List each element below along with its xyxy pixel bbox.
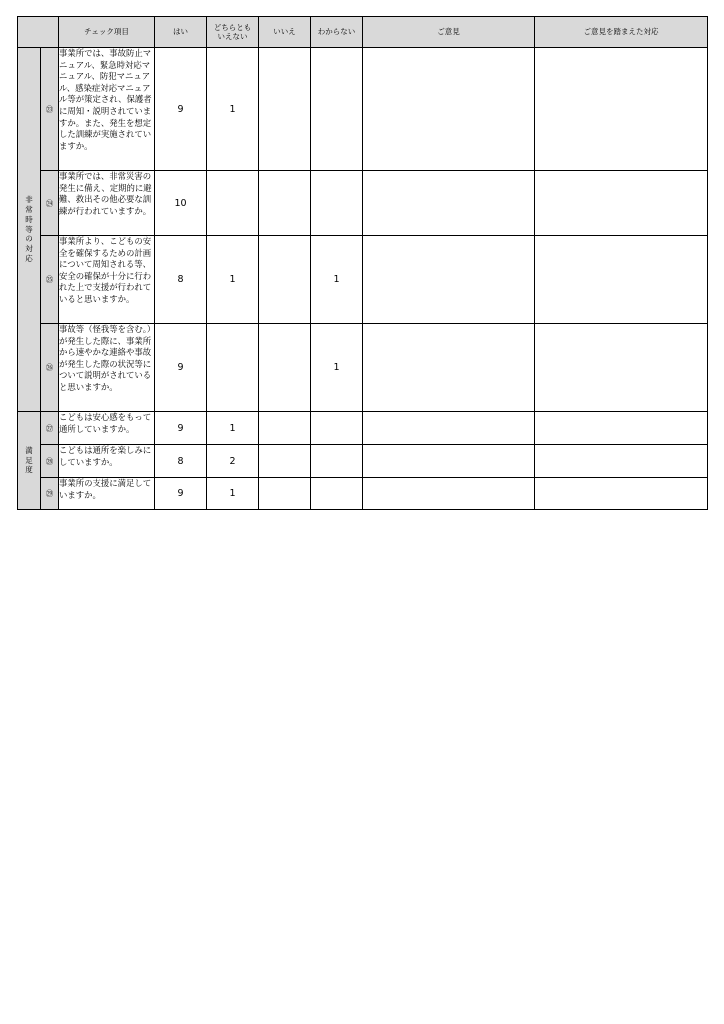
unknown-count	[311, 445, 363, 478]
response-cell	[535, 478, 708, 510]
opinion-cell	[363, 478, 535, 510]
row-number: ㉙	[41, 478, 59, 510]
header-yes: はい	[155, 17, 207, 48]
neither-count	[207, 171, 259, 236]
header-neither: どちらとも いえない	[207, 17, 259, 48]
response-cell	[535, 171, 708, 236]
header-row	[18, 17, 708, 48]
no-count	[259, 324, 311, 412]
item-text: 事業所では、非常災害の発生に備え、定期的に避難、救出その他必要な訓練が行われていますか。	[59, 171, 155, 236]
header-blank	[18, 17, 59, 48]
yes-count: 9	[155, 48, 207, 171]
header-no: いいえ	[259, 17, 311, 48]
section-satisfaction-label: 満足度	[25, 445, 33, 475]
yes-count: 9	[155, 324, 207, 412]
row-number: ㉗	[41, 412, 59, 445]
opinion-cell	[363, 48, 535, 171]
opinion-cell	[363, 171, 535, 236]
no-count	[259, 478, 311, 510]
response-cell	[535, 236, 708, 324]
opinion-cell	[363, 445, 535, 478]
neither-count: 1	[207, 478, 259, 510]
unknown-count: 1	[311, 236, 363, 324]
table-row	[18, 412, 708, 445]
yes-count: 9	[155, 478, 207, 510]
header-opinion: ご意見	[363, 17, 535, 48]
row-number: ㉕	[41, 236, 59, 324]
unknown-count	[311, 478, 363, 510]
row-number: ㉔	[41, 171, 59, 236]
response-cell	[535, 445, 708, 478]
neither-count: 1	[207, 236, 259, 324]
header-response: ご意見を踏まえた対応	[535, 17, 708, 48]
item-text: 事業所では、事故防止マニュアル、緊急時対応マニュアル、防犯マニュアル、感染症対応マニュアル等が策定され、保護者に周知・説明されていますか。また、発生を想定した訓練が実施されていますか。	[59, 48, 155, 171]
neither-count: 1	[207, 48, 259, 171]
table-row	[18, 445, 708, 478]
no-count	[259, 236, 311, 324]
opinion-cell	[363, 236, 535, 324]
yes-count: 9	[155, 412, 207, 445]
table-row	[18, 324, 708, 412]
yes-count: 10	[155, 171, 207, 236]
response-cell	[535, 48, 708, 171]
header-item: チェック項目	[59, 17, 155, 48]
header-unknown: わからない	[311, 17, 363, 48]
item-text: 事業所より、こどもの安全を確保するための計画について周知される等、安全の確保が十分に行われた上で支援が行われていると思いますか。	[59, 236, 155, 324]
opinion-cell	[363, 324, 535, 412]
row-number: ㉘	[41, 445, 59, 478]
neither-count: 2	[207, 445, 259, 478]
yes-count: 8	[155, 236, 207, 324]
unknown-count	[311, 412, 363, 445]
item-text: 事故等（怪我等を含む。）が発生した際に、事業所から速やかな連絡や事故が発生した際の状況等について説明がされていると思いますか。	[59, 324, 155, 412]
section-satisfaction	[18, 412, 41, 510]
item-text: こどもは安心感をもって通所していますか。	[59, 412, 155, 445]
unknown-count: 1	[311, 324, 363, 412]
table-row	[18, 48, 708, 171]
item-text: こどもは通所を楽しみにしていますか。	[59, 445, 155, 478]
no-count	[259, 412, 311, 445]
neither-count	[207, 324, 259, 412]
table-row	[18, 236, 708, 324]
table-row	[18, 478, 708, 510]
row-number: ㉖	[41, 324, 59, 412]
section-emergency-label: 非常時等の対応	[25, 195, 33, 263]
table-row	[18, 171, 708, 236]
yes-count: 8	[155, 445, 207, 478]
response-cell	[535, 324, 708, 412]
no-count	[259, 171, 311, 236]
no-count	[259, 445, 311, 478]
unknown-count	[311, 171, 363, 236]
opinion-cell	[363, 412, 535, 445]
response-cell	[535, 412, 708, 445]
unknown-count	[311, 48, 363, 171]
row-number: ㉓	[41, 48, 59, 171]
section-emergency	[18, 48, 41, 412]
survey-table	[17, 16, 708, 510]
neither-count: 1	[207, 412, 259, 445]
item-text: 事業所の支援に満足していますか。	[59, 478, 155, 510]
no-count	[259, 48, 311, 171]
